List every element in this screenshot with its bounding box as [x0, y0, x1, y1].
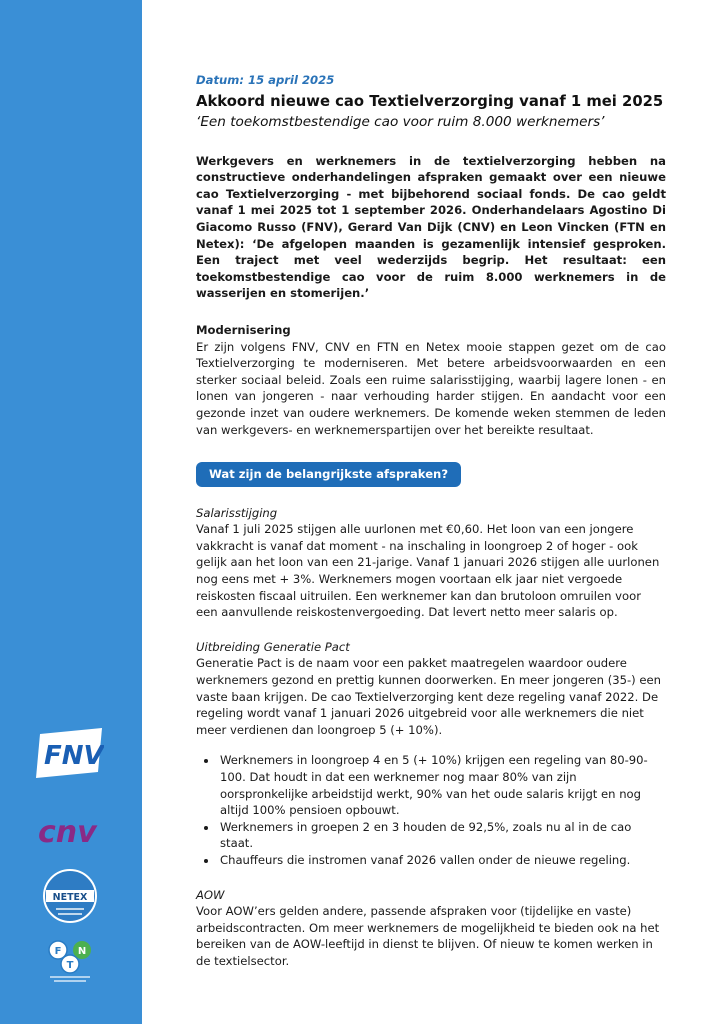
press-release	[196, 72, 666, 970]
page-title: Akkoord nieuwe cao Textielverzorging vanaf 1 mei 2025	[196, 92, 664, 110]
ftn-letter-n: N	[77, 946, 87, 957]
ftn-letter-t: T	[66, 960, 74, 971]
netex-logo-text: NETEX	[52, 892, 88, 903]
ftn-letter-f: F	[54, 946, 62, 957]
section-banner: Wat zijn de belangrijkste afspraken?	[196, 462, 461, 487]
ftn-logo	[40, 936, 100, 984]
cnv-logo-text: cnv	[38, 815, 97, 850]
lead-paragraph: Werkgevers en werknemers in de textielverzorging hebben na constructieve onderhandelingen afspraken gemaakt over een nieuwe cao Textielverzorging - met bijbehorend sociaal fonds. De cao geldt vanaf 1 mei 2025 tot 1 september 2026. Onderhandelaars Agostino Di Giacomo Russo (FNV), Gerard Van Dijk (CNV) en Leon Vincken (FTN en Netex): ‘De afgelopen maanden is gezamenlijk intensief gesproken. Een traject met veel wederzijds begrip. Het resultaat: een toekomstbestendige cao voor de ruim 8.000 werknemers in de wasserijen en stomerijen.’	[196, 153, 666, 301]
list-item: • Chauffeurs die instromen vanaf 2026 vallen onder de nieuwe regeling.	[218, 852, 666, 869]
page-subtitle: ‘Een toekomstbestendige cao voor ruim 8.000 werknemers’	[196, 113, 605, 130]
heading-modernisering: Modernisering	[196, 322, 291, 337]
sidebar-band	[0, 0, 142, 1024]
salarisstijging-text: Vanaf 1 juli 2025 stijgen alle uurlonen met €0,60. Het loon van een jongere vakkracht is vanaf dat moment - na inschaling in loongroep 2 of hoger - ook gelijk aan het loon van een 21-jarige. Vanaf 1 januari 2026 stijgen alle uurlonen nog eens met + 3%. Werknemers mogen voortaan elk jaar niet vergoede reiskosten fiscaal uitruilen. Een werknemer kan dan brutoloon omruilen voor een aanvullende reiskostenvergoeding. Dat levert netto meer salaris op.	[196, 522, 660, 620]
heading-aow: AOW	[196, 887, 225, 902]
generatie-pact-text: Generatie Pact is de naam voor een pakket maatregelen waardoor oudere werknemers gezond en prettig kunnen doorwerken. En meer jongeren (35-) een vaste baan krijgen. De cao Textielverzorging kent deze regeling vanaf 2022. De regeling wordt vanaf 1 januari 2026 uitgebreid voor alle werknemers die niet meer verdienen dan loongroep 5 (+ 10%).	[196, 656, 661, 737]
heading-generatie-pact: Uitbreiding Generatie Pact	[196, 639, 350, 654]
cnv-logo	[36, 812, 104, 850]
generatie-pact-list	[196, 752, 666, 868]
fnv-logo	[36, 728, 104, 778]
date-line: Datum: 15 april 2025	[196, 73, 335, 87]
fnv-logo-text: FNV	[44, 741, 104, 771]
aow-text: Voor AOW’ers gelden andere, passende afspraken voor (tijdelijke en vaste) arbeidscontracten. Om meer werknemers de mogelijkheid te bieden ook na het bereiken van de AOW-leeftijd in dienst te blijven. Of nieuw te komen werken in de textielsector.	[196, 904, 660, 968]
netex-logo	[42, 868, 98, 924]
list-item: • Werknemers in loongroep 4 en 5 (+ 10%) krijgen een regeling van 80-90-100. Dat houdt in dat een werknemer nog maar 80% van zijn oorspronkelijke arbeidstijd werkt, 90% van het oude salaris krijgt en nog altijd 100% pensioen opbouwt.	[218, 752, 666, 818]
heading-salarisstijging: Salarisstijging	[196, 505, 278, 520]
modernisering-text: Er zijn volgens FNV, CNV en FTN en Netex mooie stappen gezet om de cao Textielverzorging te moderniseren. Met betere arbeidsvoorwaarden en een sterker sociaal beleid. Zoals een ruime salarisstijging, waarbij lagere lonen - en lonen van jongeren - naar verhouding harder stijgen. En aandacht voor een gezonde inzet van oudere werknemers. De komende weken stemmen de leden van werkgevers- en werknemerspartijen over het bereikte resultaat.	[196, 339, 666, 437]
list-item: • Werknemers in groepen 2 en 3 houden de 92,5%, zoals nu al in de cao staat.	[218, 819, 666, 852]
